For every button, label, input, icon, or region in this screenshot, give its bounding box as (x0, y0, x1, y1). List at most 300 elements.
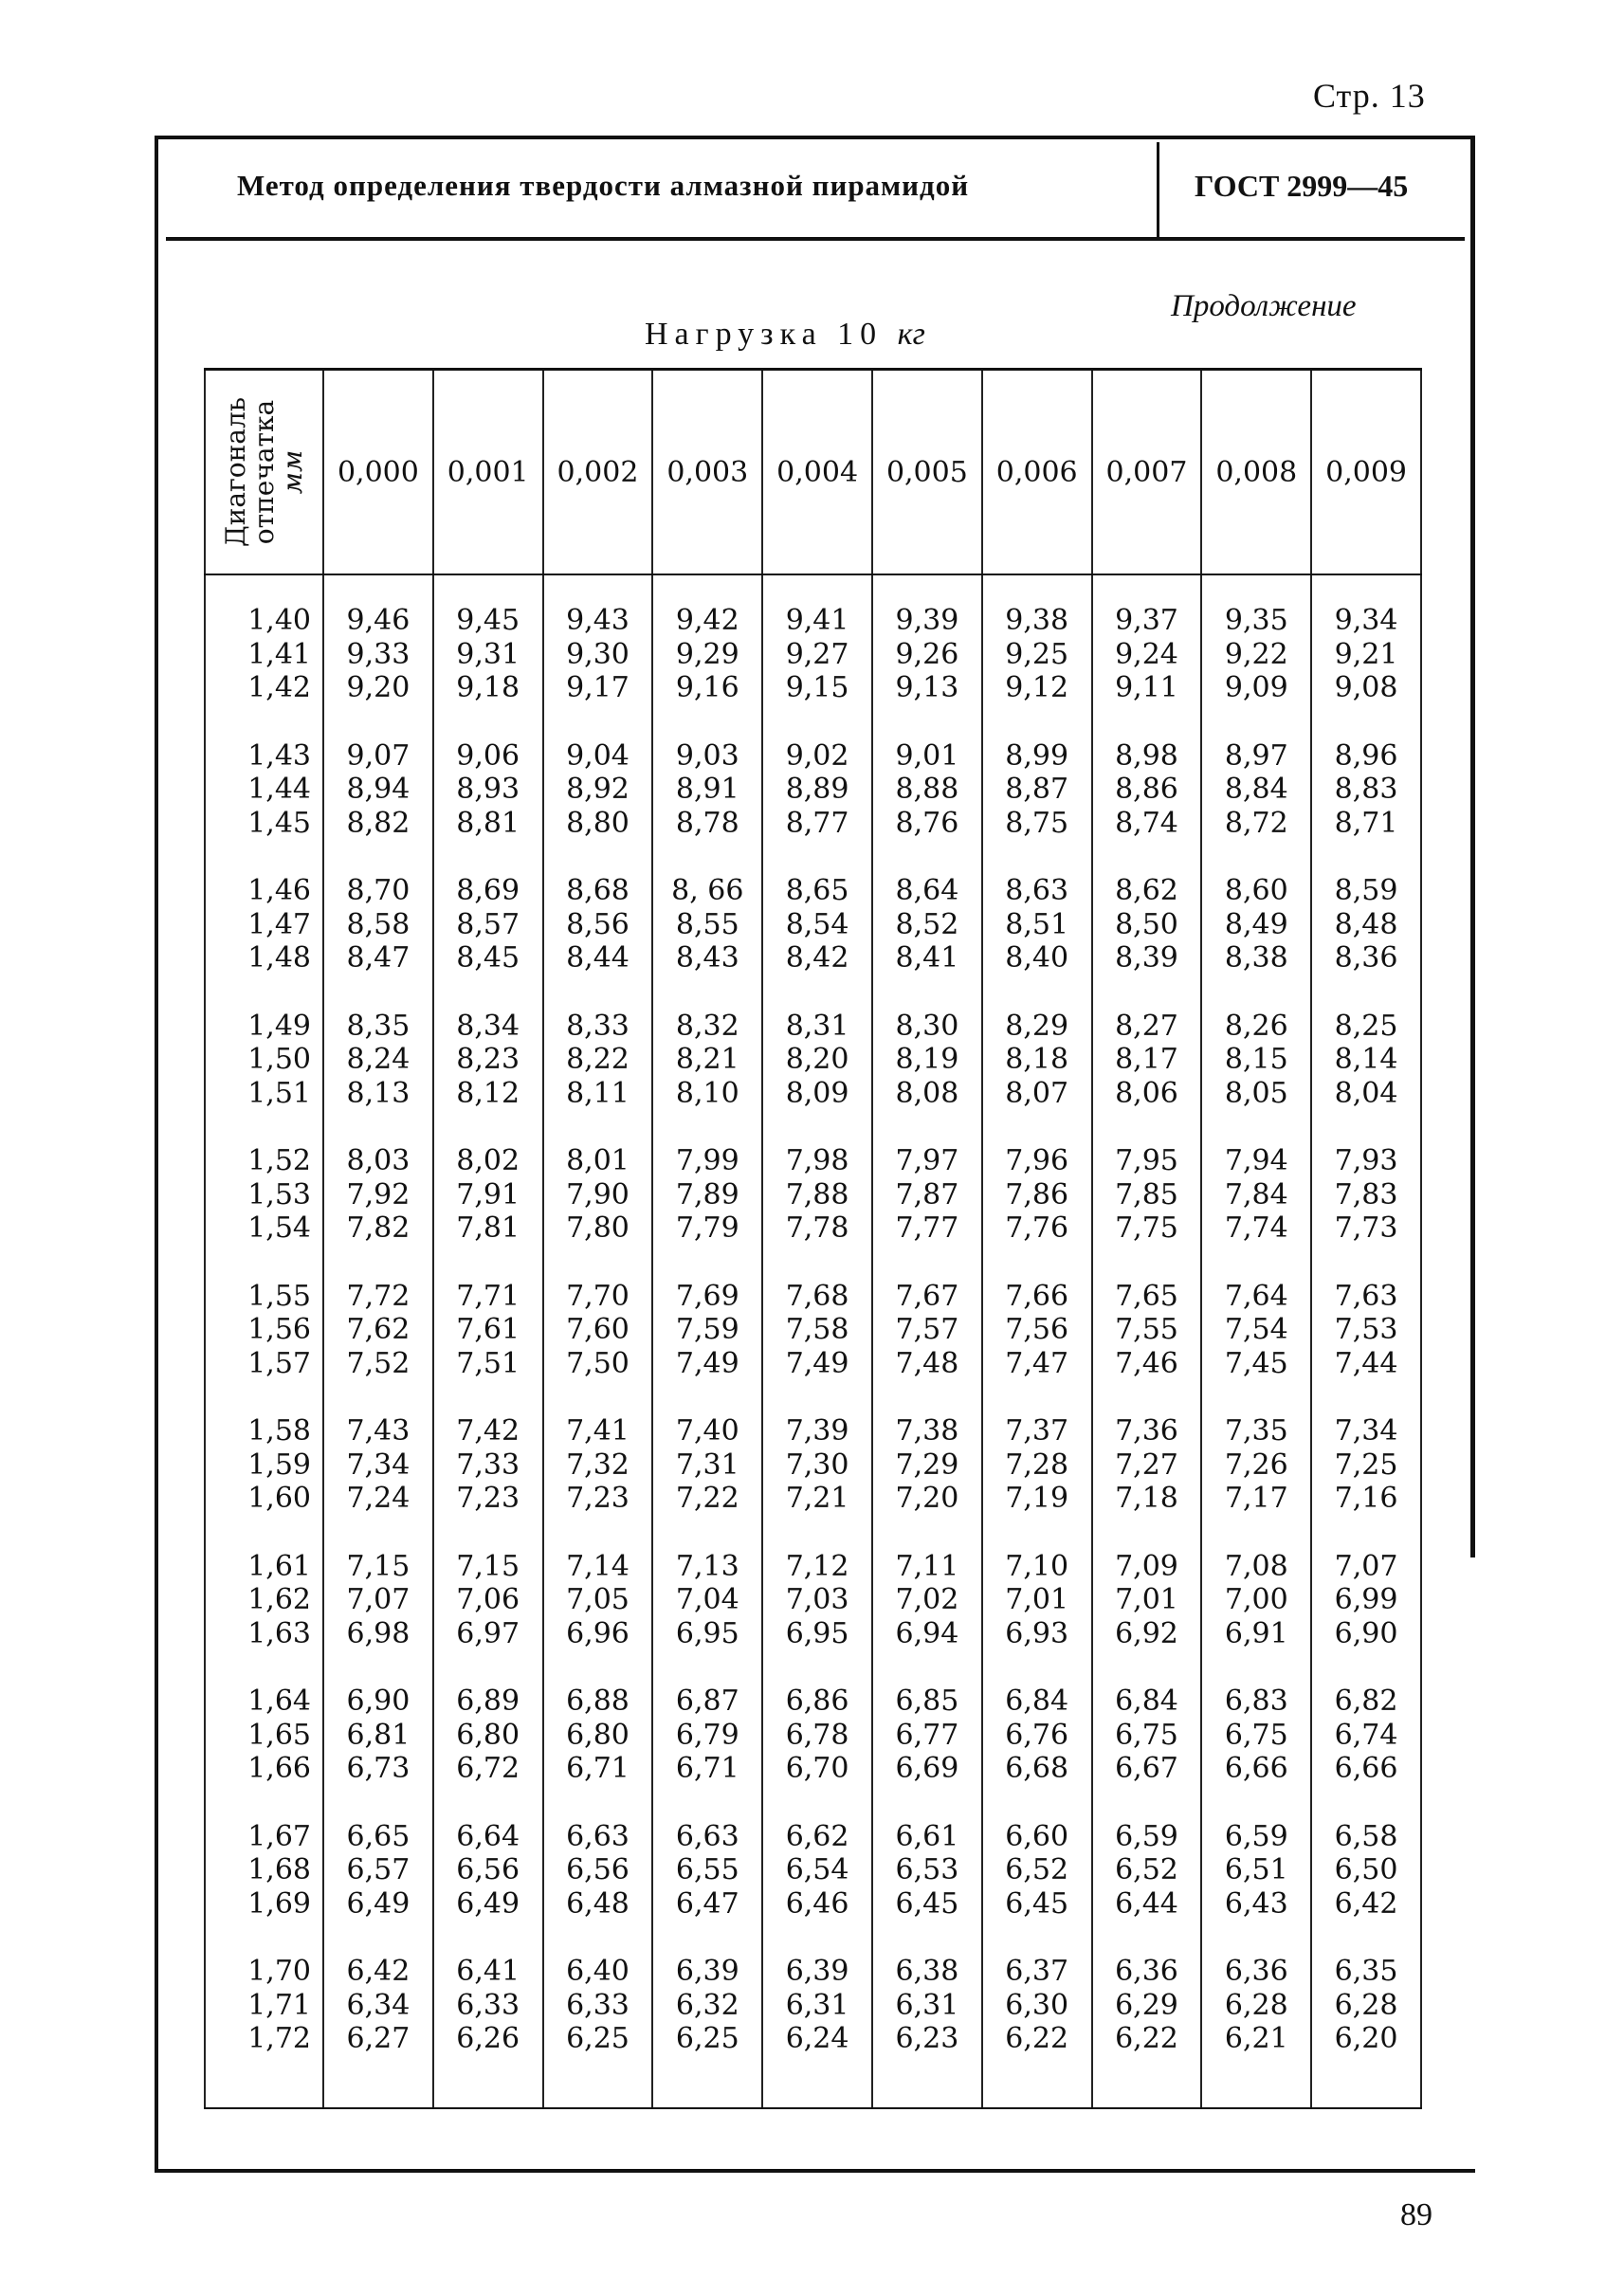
hardness-value: 7,23 (566, 1482, 630, 1515)
hardness-value: 7,61 (456, 1313, 520, 1346)
hardness-cell (433, 1110, 543, 1246)
hardness-value: 7,39 (785, 1414, 849, 1448)
hardness-value: 6,46 (785, 1886, 849, 1921)
hardness-value: 6,57 (346, 1853, 411, 1886)
document-header (166, 142, 1465, 237)
hardness-value: 8,05 (1224, 1076, 1288, 1110)
table-row-group (205, 705, 1421, 841)
hardness-value: 8,06 (1115, 1076, 1178, 1110)
document-title: Метод определения твердости алмазной пирамидой (237, 169, 970, 202)
diagonal-cell (205, 1246, 323, 1381)
hardness-value: 8,78 (675, 806, 739, 840)
diagonal-value: 1,63 (247, 1616, 311, 1650)
hardness-value: 7,45 (1224, 1346, 1288, 1380)
hardness-value: 8,26 (1224, 1009, 1288, 1043)
hardness-cell (872, 1786, 982, 1922)
hardness-value: 7,64 (1224, 1279, 1288, 1313)
hardness-value: 6,26 (456, 2022, 520, 2055)
hardness-cell (762, 840, 872, 975)
hardness-value: 8,57 (456, 907, 520, 941)
hardness-value: 7,60 (566, 1313, 630, 1346)
hardness-cell (982, 1246, 1092, 1381)
column-header: 0,005 (872, 370, 982, 575)
hardness-value: 9,31 (456, 637, 520, 671)
hardness-value: 7,72 (346, 1279, 411, 1313)
hardness-value: 8,59 (1334, 874, 1398, 907)
hardness-cell (982, 574, 1092, 705)
hardness-cell (1092, 1246, 1202, 1381)
hardness-cell (1201, 1110, 1311, 1246)
diagonal-value: 1,57 (247, 1346, 311, 1380)
hardness-value: 7,53 (1334, 1313, 1398, 1346)
hardness-value: 6,65 (346, 1819, 411, 1853)
hardness-value: 8,03 (346, 1144, 411, 1177)
hardness-value: 9,39 (895, 604, 959, 637)
hardness-value: 8,07 (1005, 1076, 1069, 1110)
diagonal-header-line-2: отпечатка (247, 399, 280, 545)
hardness-value: 7,05 (566, 1583, 630, 1616)
hardness-value: 7,81 (456, 1211, 520, 1245)
hardness-cell (982, 1516, 1092, 1651)
table-row-group (205, 1650, 1421, 1786)
hardness-cell (1092, 1516, 1202, 1651)
hardness-value: 6,56 (566, 1853, 630, 1886)
hardness-value: 6,84 (1005, 1685, 1069, 1718)
spacer-cell (982, 2056, 1092, 2108)
hardness-value: 8,15 (1224, 1043, 1288, 1076)
hardness-value: 7,78 (785, 1211, 849, 1245)
hardness-cell (762, 1516, 872, 1651)
hardness-cell (1311, 1650, 1421, 1786)
hardness-value: 7,31 (675, 1448, 739, 1482)
hardness-value: 6,59 (1115, 1819, 1178, 1853)
hardness-value: 6,94 (895, 1616, 959, 1650)
hardness-value: 8,40 (1005, 941, 1069, 974)
diagonal-value: 1,50 (247, 1043, 311, 1076)
hardness-cell (762, 1786, 872, 1922)
hardness-cell (762, 1921, 872, 2056)
hardness-value: 8,56 (566, 907, 630, 941)
hardness-value: 6,77 (895, 1718, 959, 1752)
hardness-value: 8,20 (785, 1043, 849, 1076)
hardness-value: 9,18 (456, 671, 520, 704)
hardness-cell (1092, 1786, 1202, 1922)
hardness-value: 7,65 (1115, 1279, 1178, 1313)
hardness-cell (1201, 1786, 1311, 1922)
hardness-value: 8,51 (1005, 907, 1069, 941)
hardness-cell (323, 574, 433, 705)
hardness-value: 8,75 (1005, 806, 1069, 840)
diagonal-value: 1,44 (247, 773, 311, 806)
hardness-value: 9,04 (566, 738, 630, 773)
hardness-cell (1201, 1246, 1311, 1381)
hardness-cell (1092, 1110, 1202, 1246)
hardness-value: 6,36 (1224, 1955, 1288, 1988)
hardness-value: 6,76 (1005, 1718, 1069, 1752)
hardness-value: 8,27 (1115, 1009, 1178, 1043)
hardness-value: 7,03 (785, 1583, 849, 1616)
diagonal-value: 1,69 (247, 1886, 311, 1921)
hardness-cell (1311, 1380, 1421, 1516)
diagonal-value: 1,45 (247, 806, 311, 840)
hardness-value: 8,87 (1005, 773, 1069, 806)
hardness-value: 6,45 (895, 1886, 959, 1921)
hardness-value: 7,54 (1224, 1313, 1288, 1346)
hardness-value: 7,85 (1115, 1177, 1178, 1211)
hardness-value: 6,21 (1224, 2022, 1288, 2055)
diagonal-value: 1,41 (247, 637, 311, 671)
hardness-value: 6,78 (785, 1718, 849, 1752)
hardness-value: 6,61 (895, 1819, 959, 1853)
hardness-value: 7,84 (1224, 1177, 1288, 1211)
hardness-value: 8,29 (1005, 1009, 1069, 1043)
hardness-value: 8,14 (1334, 1043, 1398, 1076)
column-header: 0,001 (433, 370, 543, 575)
hardness-cell (323, 1650, 433, 1786)
hardness-cell (872, 1380, 982, 1516)
diagonal-value: 1,62 (247, 1583, 311, 1616)
hardness-cell (323, 1786, 433, 1922)
hardness-value: 8,08 (895, 1076, 959, 1110)
hardness-value: 6,22 (1005, 2022, 1069, 2055)
hardness-cell (872, 840, 982, 975)
hardness-value: 7,55 (1115, 1313, 1178, 1346)
hardness-value: 7,99 (675, 1144, 739, 1177)
hardness-value: 8,70 (346, 874, 411, 907)
hardness-value: 7,18 (1115, 1482, 1178, 1515)
spacer-cell (1201, 2056, 1311, 2108)
diagonal-value: 1,66 (247, 1752, 311, 1785)
diagonal-cell (205, 840, 323, 975)
hardness-value: 9,17 (566, 671, 630, 704)
hardness-value: 6,69 (895, 1752, 959, 1785)
hardness-value: 8,42 (785, 941, 849, 974)
hardness-value: 6,48 (566, 1886, 630, 1921)
hardness-value: 8,81 (456, 806, 520, 840)
hardness-value: 7,83 (1334, 1177, 1398, 1211)
hardness-value: 7,48 (895, 1346, 959, 1380)
hardness-value: 8,04 (1334, 1076, 1398, 1110)
hardness-value: 6,72 (456, 1752, 520, 1785)
hardness-value: 9,01 (895, 738, 959, 773)
hardness-value: 6,88 (566, 1685, 630, 1718)
hardness-value: 6,39 (675, 1955, 739, 1988)
hardness-value: 9,21 (1334, 637, 1398, 671)
hardness-value: 8,65 (785, 874, 849, 907)
hardness-value: 6,59 (1224, 1819, 1288, 1853)
hardness-cell (982, 1786, 1092, 1922)
hardness-value: 6,91 (1224, 1616, 1288, 1650)
hardness-value: 8,25 (1334, 1009, 1398, 1043)
hardness-cell (652, 1380, 762, 1516)
hardness-value: 6,81 (346, 1718, 411, 1752)
hardness-value: 7,16 (1334, 1482, 1398, 1515)
diagonal-value: 1,68 (247, 1853, 311, 1886)
hardness-value: 7,07 (1334, 1549, 1398, 1583)
hardness-value: 6,67 (1115, 1752, 1178, 1785)
hardness-cell (762, 1246, 872, 1381)
hardness-value: 6,89 (456, 1685, 520, 1718)
hardness-value: 6,63 (675, 1819, 739, 1853)
hardness-value: 7,38 (895, 1414, 959, 1448)
hardness-value: 7,11 (895, 1549, 959, 1583)
hardness-value: 8,92 (566, 773, 630, 806)
hardness-value: 6,32 (675, 1988, 739, 2022)
hardness-cell (652, 1246, 762, 1381)
hardness-cell (433, 1921, 543, 2056)
hardness-value: 7,23 (456, 1482, 520, 1515)
hardness-cell (433, 1786, 543, 1922)
hardness-cell (1201, 705, 1311, 841)
load-label: Нагрузка 10 (645, 317, 884, 352)
hardness-value: 6,42 (1334, 1886, 1398, 1921)
table-header-row (205, 370, 1421, 575)
hardness-value: 8,39 (1115, 941, 1178, 974)
hardness-cell (652, 1110, 762, 1246)
hardness-value: 7,89 (675, 1177, 739, 1211)
hardness-value: 8,63 (1005, 874, 1069, 907)
hardness-cell (762, 1110, 872, 1246)
diagonal-value: 1,40 (247, 604, 311, 637)
hardness-cell (323, 975, 433, 1111)
hardness-cell (1311, 1110, 1421, 1246)
hardness-value: 8,12 (456, 1076, 520, 1110)
diagonal-header-unit: мм (276, 449, 308, 495)
hardness-value: 6,44 (1115, 1886, 1178, 1921)
hardness-value: 7,51 (456, 1346, 520, 1380)
diagonal-cell (205, 975, 323, 1111)
hardness-value: 7,08 (1224, 1549, 1288, 1583)
hardness-value: 7,74 (1224, 1211, 1288, 1245)
hardness-value: 7,88 (785, 1177, 849, 1211)
hardness-value: 8,89 (785, 773, 849, 806)
column-header: 0,004 (762, 370, 872, 575)
hardness-value: 6,39 (785, 1955, 849, 1988)
hardness-value: 7,09 (1115, 1549, 1178, 1583)
frame-left-rule (155, 136, 158, 2172)
hardness-cell (872, 1516, 982, 1651)
hardness-value: 9,11 (1115, 671, 1178, 704)
hardness-value: 7,94 (1224, 1144, 1288, 1177)
hardness-cell (323, 1246, 433, 1381)
hardness-cell (433, 1246, 543, 1381)
hardness-cell (652, 1650, 762, 1786)
hardness-value: 6,43 (1224, 1886, 1288, 1921)
hardness-value: 8, 66 (671, 874, 744, 907)
hardness-value: 8,98 (1115, 738, 1178, 773)
hardness-value: 8,38 (1224, 941, 1288, 974)
hardness-value: 8,69 (456, 874, 520, 907)
hardness-value: 8,32 (675, 1009, 739, 1043)
table-bottom-spacer (205, 2056, 1421, 2108)
hardness-value: 6,49 (346, 1886, 411, 1921)
hardness-value: 8,91 (675, 773, 739, 806)
hardness-value: 7,32 (566, 1448, 630, 1482)
hardness-value: 7,01 (1115, 1583, 1178, 1616)
hardness-value: 6,25 (566, 2022, 630, 2055)
diagonal-value: 1,51 (247, 1076, 311, 1110)
hardness-value: 6,30 (1005, 1988, 1069, 2022)
hardness-cell (323, 840, 433, 975)
hardness-value: 9,27 (785, 637, 849, 671)
hardness-value: 7,07 (346, 1583, 411, 1616)
hardness-value: 9,26 (895, 637, 959, 671)
hardness-cell (982, 1921, 1092, 2056)
hardness-value: 7,42 (456, 1414, 520, 1448)
spacer-cell (1092, 2056, 1202, 2108)
hardness-cell (323, 1110, 433, 1246)
diagonal-cell (205, 1786, 323, 1922)
hardness-cell (982, 840, 1092, 975)
hardness-value: 8,82 (346, 806, 411, 840)
hardness-value: 6,45 (1005, 1886, 1069, 1921)
hardness-cell (1201, 840, 1311, 975)
hardness-cell (652, 840, 762, 975)
hardness-cell (1311, 1246, 1421, 1381)
diagonal-value: 1,43 (247, 738, 311, 773)
diagonal-cell (205, 1110, 323, 1246)
page-label-top: Стр. 13 (1313, 77, 1426, 115)
hardness-value: 9,38 (1005, 604, 1069, 637)
hardness-value: 8,41 (895, 941, 959, 974)
diagonal-cell (205, 1650, 323, 1786)
hardness-value: 6,52 (1115, 1853, 1178, 1886)
hardness-cell (543, 574, 653, 705)
hardness-cell (762, 1650, 872, 1786)
hardness-value: 7,28 (1005, 1448, 1069, 1482)
hardness-value: 6,80 (456, 1718, 520, 1752)
hardness-cell (872, 1650, 982, 1786)
hardness-cell (323, 1921, 433, 2056)
hardness-value: 9,16 (675, 671, 739, 704)
frame-top-rule (156, 136, 1474, 139)
hardness-value: 6,41 (456, 1955, 520, 1988)
hardness-value: 7,62 (346, 1313, 411, 1346)
hardness-value: 7,50 (566, 1346, 630, 1380)
hardness-value: 8,17 (1115, 1043, 1178, 1076)
hardness-value: 9,41 (785, 604, 849, 637)
hardness-value: 6,79 (675, 1718, 739, 1752)
hardness-value: 7,91 (456, 1177, 520, 1211)
hardness-cell (1311, 840, 1421, 975)
hardness-cell (433, 705, 543, 841)
hardness-value: 8,76 (895, 806, 959, 840)
hardness-cell (1311, 1516, 1421, 1651)
hardness-value: 7,15 (456, 1549, 520, 1583)
hardness-value: 8,31 (785, 1009, 849, 1043)
hardness-value: 6,23 (895, 2022, 959, 2055)
hardness-cell (652, 705, 762, 841)
hardness-value: 7,36 (1115, 1414, 1178, 1448)
hardness-value: 9,20 (346, 671, 411, 704)
hardness-value: 7,73 (1334, 1211, 1398, 1245)
hardness-value: 8,93 (456, 773, 520, 806)
hardness-value: 7,98 (785, 1144, 849, 1177)
hardness-value: 9,35 (1224, 604, 1288, 637)
hardness-value: 7,33 (456, 1448, 520, 1482)
hardness-value: 6,70 (785, 1752, 849, 1785)
hardness-value: 7,68 (785, 1279, 849, 1313)
hardness-value: 9,15 (785, 671, 849, 704)
hardness-cell (433, 1516, 543, 1651)
hardness-cell (762, 1380, 872, 1516)
hardness-cell (982, 705, 1092, 841)
spacer-cell (1311, 2056, 1421, 2108)
hardness-value: 7,59 (675, 1313, 739, 1346)
hardness-value: 6,71 (675, 1752, 739, 1785)
hardness-value: 6,74 (1334, 1718, 1398, 1752)
diagonal-cell (205, 1516, 323, 1651)
hardness-value: 7,47 (1005, 1346, 1069, 1380)
diagonal-value: 1,49 (247, 1009, 311, 1043)
diagonal-value: 1,72 (247, 2022, 311, 2055)
hardness-value: 7,70 (566, 1279, 630, 1313)
hardness-cell (323, 705, 433, 841)
hardness-value: 8,77 (785, 806, 849, 840)
hardness-value: 6,95 (675, 1616, 739, 1650)
standard-number: ГОСТ 2999—45 (1195, 169, 1409, 203)
page-number-bottom: 89 (1400, 2197, 1432, 2232)
diagonal-value: 1,52 (247, 1144, 311, 1177)
hardness-value: 9,29 (675, 637, 739, 671)
hardness-cell (872, 975, 982, 1111)
hardness-value: 7,14 (566, 1549, 630, 1583)
hardness-value: 8,45 (456, 941, 520, 974)
hardness-cell (1311, 1921, 1421, 2056)
hardness-value: 8,11 (566, 1076, 630, 1110)
hardness-cell (762, 705, 872, 841)
diagonal-value: 1,59 (247, 1448, 311, 1482)
hardness-value: 7,80 (566, 1211, 630, 1245)
hardness-value: 8,83 (1334, 773, 1398, 806)
hardness-value: 6,47 (675, 1886, 739, 1921)
hardness-cell (872, 705, 982, 841)
hardness-cell (543, 705, 653, 841)
table-row-group (205, 574, 1421, 705)
hardness-value: 9,22 (1224, 637, 1288, 671)
spacer-cell (543, 2056, 653, 2108)
diagonal-header-line-1: Диагональ (219, 396, 251, 548)
hardness-value: 6,28 (1334, 1988, 1398, 2022)
hardness-value: 6,50 (1334, 1853, 1398, 1886)
column-header: 0,006 (982, 370, 1092, 575)
hardness-value: 8,68 (566, 874, 630, 907)
hardness-value: 6,58 (1334, 1819, 1398, 1853)
hardness-value: 6,37 (1005, 1955, 1069, 1988)
hardness-cell (652, 574, 762, 705)
hardness-value: 8,55 (675, 907, 739, 941)
hardness-cell (1092, 1380, 1202, 1516)
hardness-value: 8,24 (346, 1043, 411, 1076)
hardness-value: 6,92 (1115, 1616, 1178, 1650)
hardness-value: 6,98 (346, 1616, 411, 1650)
hardness-cell (1201, 1516, 1311, 1651)
hardness-value: 8,30 (895, 1009, 959, 1043)
hardness-value: 6,71 (566, 1752, 630, 1785)
hardness-value: 6,49 (456, 1886, 520, 1921)
hardness-value: 8,50 (1115, 907, 1178, 941)
table-row-group (205, 1786, 1421, 1922)
hardness-value: 6,54 (785, 1853, 849, 1886)
column-header: 0,000 (323, 370, 433, 575)
hardness-value: 7,34 (346, 1448, 411, 1482)
hardness-value: 6,80 (566, 1718, 630, 1752)
hardness-value: 8,71 (1334, 806, 1398, 840)
hardness-value: 6,93 (1005, 1616, 1069, 1650)
header-divider (1157, 142, 1159, 237)
hardness-value: 8,22 (566, 1043, 630, 1076)
hardness-value: 8,84 (1224, 773, 1288, 806)
